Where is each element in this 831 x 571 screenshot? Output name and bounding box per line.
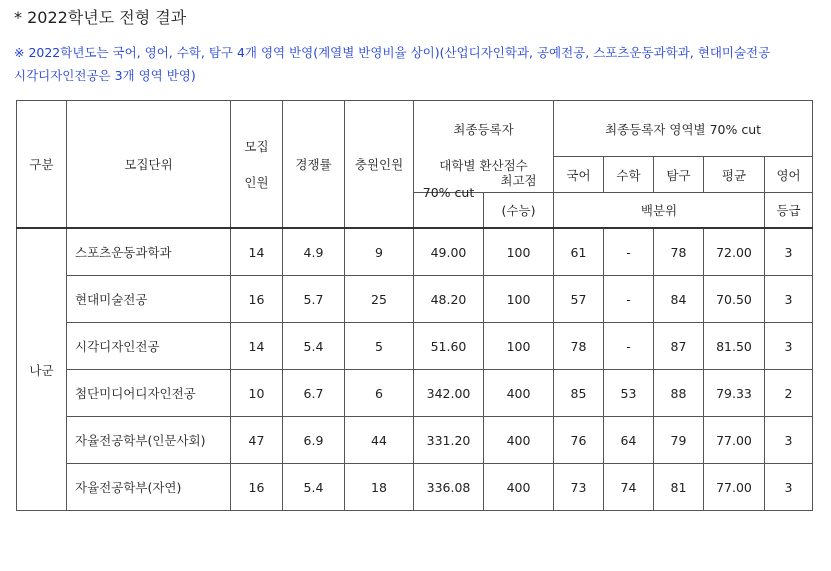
cell-waitlist: 44 [345, 417, 414, 464]
cell-inquiry: 79 [654, 417, 704, 464]
cell-max: 100 [484, 323, 554, 370]
header-max [484, 173, 554, 229]
admission-results-table [16, 100, 813, 511]
cell-math: 64 [604, 417, 654, 464]
cell-max: 100 [484, 276, 554, 323]
cell-waitlist: 9 [345, 228, 414, 276]
admission-note [14, 41, 829, 87]
cell-unit: 스포츠운동과학과 [67, 228, 231, 276]
cell-waitlist: 6 [345, 370, 414, 417]
cell-waitlist: 18 [345, 464, 414, 511]
cell-math: 53 [604, 370, 654, 417]
cell-cut70: 336.08 [414, 464, 484, 511]
cell-cut70: 51.60 [414, 323, 484, 370]
cell-unit: 자율전공학부(자연) [67, 464, 231, 511]
note-line-1: ※ 2022학년도는 국어, 영어, 수학, 탐구 4개 영역 반영(계열별 반영비율 상이)(산업디자인학과, 공예전공, 스포츠운동과학과, 현대미술전공 [14, 45, 771, 60]
header-grade: 등급 [765, 193, 813, 229]
cell-competition: 5.4 [283, 323, 345, 370]
cell-unit: 시각디자인전공 [67, 323, 231, 370]
cell-english: 3 [765, 464, 813, 511]
table-row [17, 276, 813, 323]
cell-english: 3 [765, 228, 813, 276]
cell-competition: 6.9 [283, 417, 345, 464]
header-inquiry: 탐구 [654, 157, 704, 193]
table-row [17, 228, 813, 276]
header-average: 평균 [704, 157, 765, 193]
header-unit: 모집단위 [67, 101, 231, 229]
table-row [17, 464, 813, 511]
header-max-line2: (수능) [501, 203, 536, 218]
cell-competition: 4.9 [283, 228, 345, 276]
cell-unit: 첨단미디어디자인전공 [67, 370, 231, 417]
cell-english: 2 [765, 370, 813, 417]
cell-average: 70.50 [704, 276, 765, 323]
cell-english: 3 [765, 417, 813, 464]
header-english: 영어 [765, 157, 813, 193]
cell-korean: 78 [554, 323, 604, 370]
group-label: 나군 [17, 228, 67, 511]
header-cut70: 70% cut [414, 175, 484, 211]
header-category: 구분 [17, 101, 67, 229]
cell-quota: 16 [231, 464, 283, 511]
cell-average: 77.00 [704, 417, 765, 464]
cell-math: - [604, 228, 654, 276]
cell-inquiry: 84 [654, 276, 704, 323]
header-math: 수학 [604, 157, 654, 193]
cell-korean: 76 [554, 417, 604, 464]
cell-average: 79.33 [704, 370, 765, 417]
cell-cut70: 342.00 [414, 370, 484, 417]
cell-inquiry: 87 [654, 323, 704, 370]
cell-cut70: 48.20 [414, 276, 484, 323]
header-competition: 경쟁률 [283, 101, 345, 229]
header-quota-line1: 모집 [244, 139, 269, 154]
cell-max: 100 [484, 228, 554, 276]
cell-korean: 73 [554, 464, 604, 511]
cell-korean: 57 [554, 276, 604, 323]
cell-average: 77.00 [704, 464, 765, 511]
cell-korean: 85 [554, 370, 604, 417]
header-korean: 국어 [554, 157, 604, 193]
cell-max: 400 [484, 464, 554, 511]
cell-competition: 5.4 [283, 464, 345, 511]
cell-quota: 16 [231, 276, 283, 323]
table-row [17, 323, 813, 370]
cell-quota: 14 [231, 228, 283, 276]
header-waitlist: 충원인원 [345, 101, 414, 229]
cell-unit: 현대미술전공 [67, 276, 231, 323]
cell-waitlist: 25 [345, 276, 414, 323]
cell-average: 72.00 [704, 228, 765, 276]
header-final-score-line1: 최종등록자 [453, 121, 514, 137]
cell-quota: 14 [231, 323, 283, 370]
cell-inquiry: 78 [654, 228, 704, 276]
cell-english: 3 [765, 276, 813, 323]
cell-competition: 6.7 [283, 370, 345, 417]
cell-cut70: 331.20 [414, 417, 484, 464]
cell-quota: 10 [231, 370, 283, 417]
note-line-2: 시각디자인전공은 3개 영역 반영) [14, 68, 196, 83]
cell-inquiry: 81 [654, 464, 704, 511]
header-area-cut: 최종등록자 영역별 70% cut [554, 101, 813, 157]
header-max-line1: 최고점 [500, 173, 537, 188]
table-row [17, 417, 813, 464]
cell-inquiry: 88 [654, 370, 704, 417]
header-quota-line2: 인원 [244, 175, 269, 190]
cell-math: 74 [604, 464, 654, 511]
cell-math: - [604, 323, 654, 370]
cell-korean: 61 [554, 228, 604, 276]
cell-average: 81.50 [704, 323, 765, 370]
cell-english: 3 [765, 323, 813, 370]
cell-competition: 5.7 [283, 276, 345, 323]
header-quota [231, 101, 283, 229]
page-title: * 2022학년도 전형 결과 [14, 8, 187, 27]
cell-quota: 47 [231, 417, 283, 464]
cell-math: - [604, 276, 654, 323]
header-final-score-line2: 대학별 환산점수 [439, 157, 528, 173]
cell-waitlist: 5 [345, 323, 414, 370]
table-row [17, 370, 813, 417]
cell-unit: 자율전공학부(인문사회) [67, 417, 231, 464]
cell-max: 400 [484, 370, 554, 417]
header-percentile: 백분위 [554, 193, 765, 229]
cell-max: 400 [484, 417, 554, 464]
cell-cut70: 49.00 [414, 228, 484, 276]
